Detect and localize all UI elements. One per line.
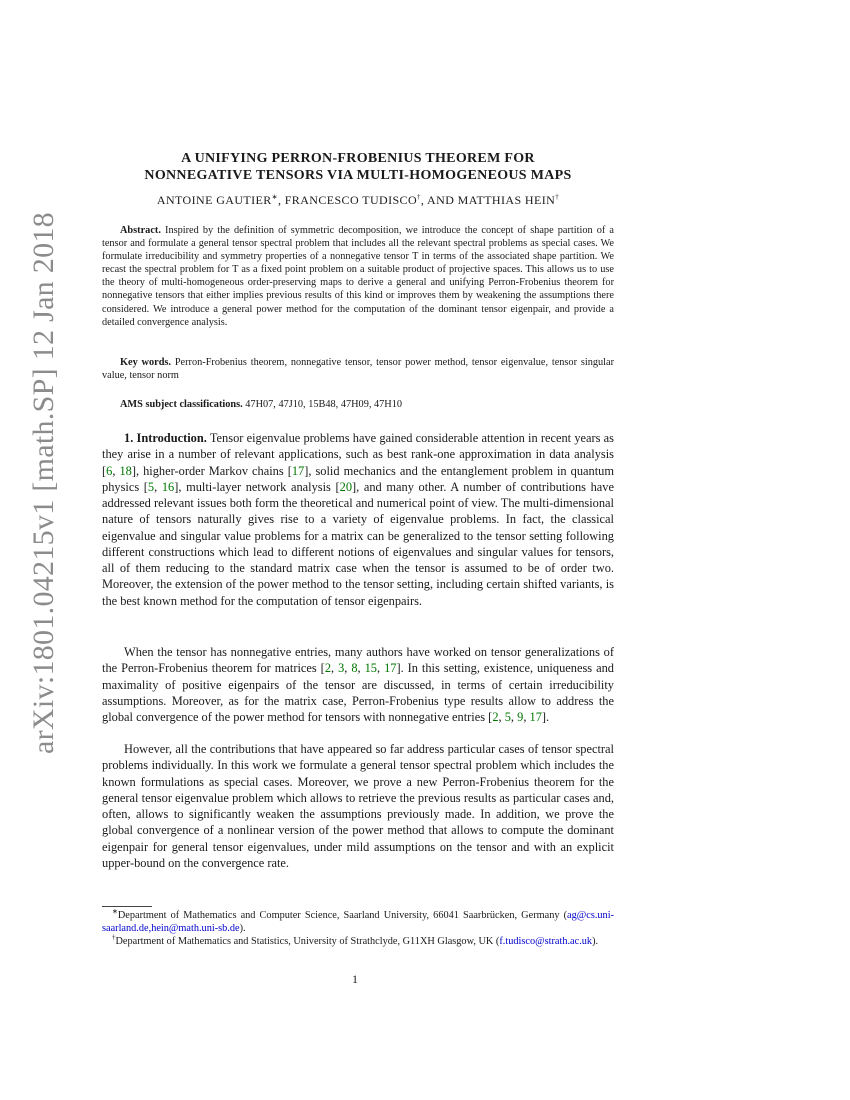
author-hein: , AND MATTHIAS HEIN	[420, 193, 556, 207]
abstract-text: Inspired by the definition of symmetric decomposition, we introduce the concept of shape partition of a tensor and formulate a general tensor spectral problem that includes all the relevant spectral problems as special cases. We formulate irreducibility and symmetry properties of a nonnegative tensor T in terms of the associated shape partition. We recast the spectral problem for T as a fixed point problem on a suitable product of projective spaces. This allows us to use the theory of multi-homogeneous order-preserving maps to derive a general and unifying Perron-Frobenius theorem for nonnegative tensors that either implies previous results of this kind or improves them by weakening the assumptions there considered. We introduce a general power method for the computation of the dominant tensor eigenpair, and provide a detailed convergence analysis.	[102, 225, 614, 328]
keywords	[102, 356, 614, 382]
title-line-2: NONNEGATIVE TENSORS VIA MULTI-HOMOGENEOUS MAPS	[144, 168, 572, 183]
ams-label: AMS subject classifications.	[120, 399, 243, 410]
footnote-mark[interactable]: †	[555, 193, 560, 201]
citation-link[interactable]: 2	[492, 710, 499, 724]
ams-classifications	[102, 398, 614, 411]
ams-codes: 47H07, 47J10, 15B48, 47H09, 47H10	[245, 399, 403, 410]
citation-link[interactable]: 5	[147, 479, 155, 494]
footnote-mark[interactable]: ∗	[271, 193, 278, 201]
abstract	[102, 224, 614, 329]
paper-title	[102, 150, 614, 184]
citation-link[interactable]: 6	[106, 463, 113, 478]
email-link[interactable]: f.tudisco@strath.ac.uk	[499, 936, 593, 947]
citation-link[interactable]: 16	[161, 479, 175, 494]
page-number: 1	[352, 972, 358, 986]
citation-link[interactable]: 20	[339, 479, 353, 494]
arxiv-sidebar	[22, 212, 66, 754]
intro-paragraph-2: When the tensor has nonnegative entries, many authors have worked on tensor generalizations of the Perron-Frobenius theorem for matrices [2, 3, 8, 15, 17]. In this setting, existence, uniqueness and maximality of positive eigenpairs of the tensor are discussed, in terms of certain irreducibility assumptions. Moreover, as for the matrix case, Perron-Frobenius type results allow to address the global convergence of the power method for tensors with nonnegative entries [2, 5, 9, 17].	[102, 645, 614, 724]
abstract-label: Abstract.	[120, 225, 161, 236]
keywords-text: Perron-Frobenius theorem, nonnegative tensor, tensor power method, tensor eigenvalue, tensor singular value, tensor norm	[102, 357, 614, 382]
intro-paragraph-3: However, all the contributions that have appeared so far address particular cases of tensor spectral problems individually. In this work we formulate a general tensor spectral problem which includes the known formulations as special cases. Moreover, we prove a new Perron-Frobenius theorem for the general tensor eigenvalue problem which allows to retrieve the previous results as particular cases and, often, allows to significantly weaken the assumptions previously made. In addition, we prove the global convergence of a nonlinear version of the power method that allows to compute the dominant eigenpair for general tensor eigenvalues, under mild assumptions on the tensor and with an explicit upper-bound on the convergence rate.	[102, 742, 614, 870]
intro-paragraph-1: 1. Introduction. Tensor eigenvalue problems have gained considerable attention in recent years as they arise in a number of relevant applications, such as best rank-one approximation in data analysis [6, 18], higher-order Markov chains [17], solid mechanics and the entanglement problem in quantum physics [5, 16], multi-layer network analysis [20], and many other. A number of contributions have addressed relevant issues both form the theoretical and numerical point of view. The multi-dimensional nature of tensors naturally gives rise to a variety of eigenvalue problems. In fact, the classical eigenvalue and singular value problems for a matrix can be generalized to the tensor setting following different constructions which lead to different notions of eigenvalues and singular values for tensors, all of them reducing to the standard matrix case when the tensor is assumed to be of order two. Moreover, the extension of the power method to the tensor setting, including certain shifted variants, is the best known method for the computation of tensor eigenpairs.	[102, 431, 614, 608]
section-heading: 1. Introduction.	[124, 431, 207, 445]
citation-link[interactable]: 15	[364, 661, 377, 676]
keywords-label: Key words.	[120, 357, 172, 368]
footnote-2: †Department of Mathematics and Statistics, University of Strathclyde, G11XH Glasgow, UK (f.tudisco@strath.ac.uk).	[112, 933, 599, 947]
citation-link[interactable]: 3	[338, 661, 345, 676]
author-gautier: ANTOINE GAUTIER	[156, 193, 272, 207]
citation-link[interactable]: 5	[504, 710, 511, 724]
footnote-1: ∗Department of Mathematics and Computer Science, Saarland University, 66041 Saarbrücken, Germany (ag@cs.uni-saarland.de,hein@math.uni-sb.de).	[102, 907, 614, 935]
title-line-1: A UNIFYING PERRON-FROBENIUS THEOREM FOR	[181, 151, 535, 166]
footnote-mark[interactable]: †	[417, 193, 421, 201]
email-link[interactable]: ag@cs.uni-saarland.de	[102, 910, 614, 935]
footnote-rule	[102, 906, 152, 907]
arxiv-identifier[interactable]: arXiv:1801.04215v1 [math.SP] 12 Jan 2018	[27, 212, 60, 754]
citation-link[interactable]: 17	[291, 463, 305, 478]
citation-link[interactable]: 17	[529, 710, 542, 724]
citation-link[interactable]: 2	[324, 661, 332, 676]
author-tudisco: , FRANCESCO TUDISCO	[277, 193, 418, 207]
author-list	[102, 193, 614, 208]
citation-link[interactable]: 9	[517, 710, 524, 724]
citation-link[interactable]: 17	[384, 661, 397, 676]
email-link[interactable]: hein@math.uni-sb.de	[151, 923, 240, 935]
citation-link[interactable]: 18	[119, 463, 132, 478]
citation-link[interactable]: 8	[351, 661, 358, 676]
